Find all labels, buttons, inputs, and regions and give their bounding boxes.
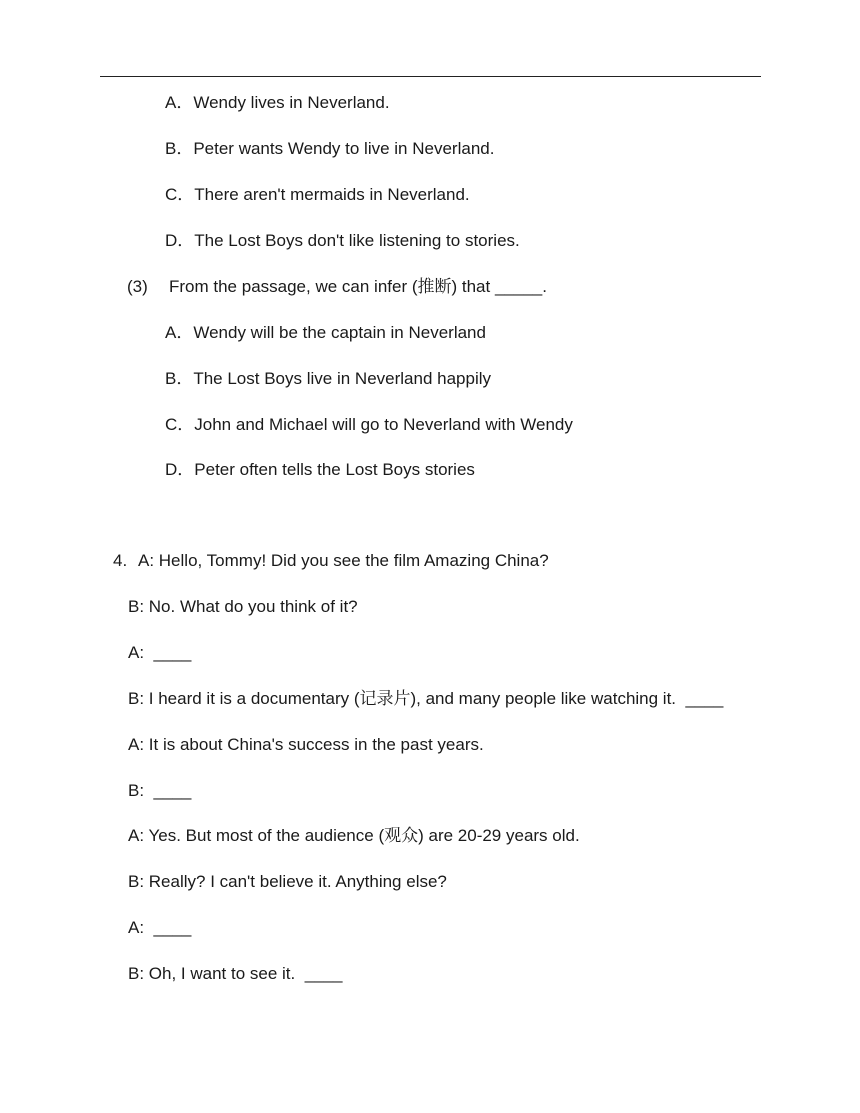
dialogue-line-8: B: Really? I can't believe it. Anything else?	[128, 872, 447, 891]
dialogue-line-9: A: ____	[128, 918, 192, 937]
q3-option-c: C．John and Michael will go to Neverland with Wendy	[165, 415, 573, 434]
dialogue-line-7: A: Yes. But most of the audience (观众) are 20-29 years old.	[128, 826, 580, 845]
dialogue-line-6: B: ____	[128, 781, 192, 800]
q3-option-b: B．The Lost Boys live in Neverland happily	[165, 369, 491, 388]
q3-option-d: D．Peter often tells the Lost Boys stories	[165, 460, 475, 479]
dialogue-line-1: A: Hello, Tommy! Did you see the film Amazing China?	[138, 551, 549, 570]
question-3-number: (3)	[127, 277, 148, 296]
question-4-number: 4.	[113, 551, 128, 570]
option-a: A．Wendy lives in Neverland.	[165, 93, 390, 112]
q3-option-a: A．Wendy will be the captain in Neverland	[165, 323, 486, 342]
option-d: D．The Lost Boys don't like listening to stories.	[165, 231, 520, 250]
question-3-text: From the passage, we can infer (推断) that _____.	[169, 277, 547, 296]
header-rule	[100, 76, 761, 77]
option-c: C．There aren't mermaids in Neverland.	[165, 185, 470, 204]
dialogue-line-5: A: It is about China's success in the past years.	[128, 735, 484, 754]
dialogue-line-2: B: No. What do you think of it?	[128, 597, 358, 616]
option-b: B．Peter wants Wendy to live in Neverland.	[165, 139, 495, 158]
dialogue-line-3: A: ____	[128, 643, 192, 662]
dialogue-line-4: B: I heard it is a documentary (记录片), and many people like watching it. ____	[128, 689, 724, 708]
dialogue-line-10: B: Oh, I want to see it. ____	[128, 964, 343, 983]
